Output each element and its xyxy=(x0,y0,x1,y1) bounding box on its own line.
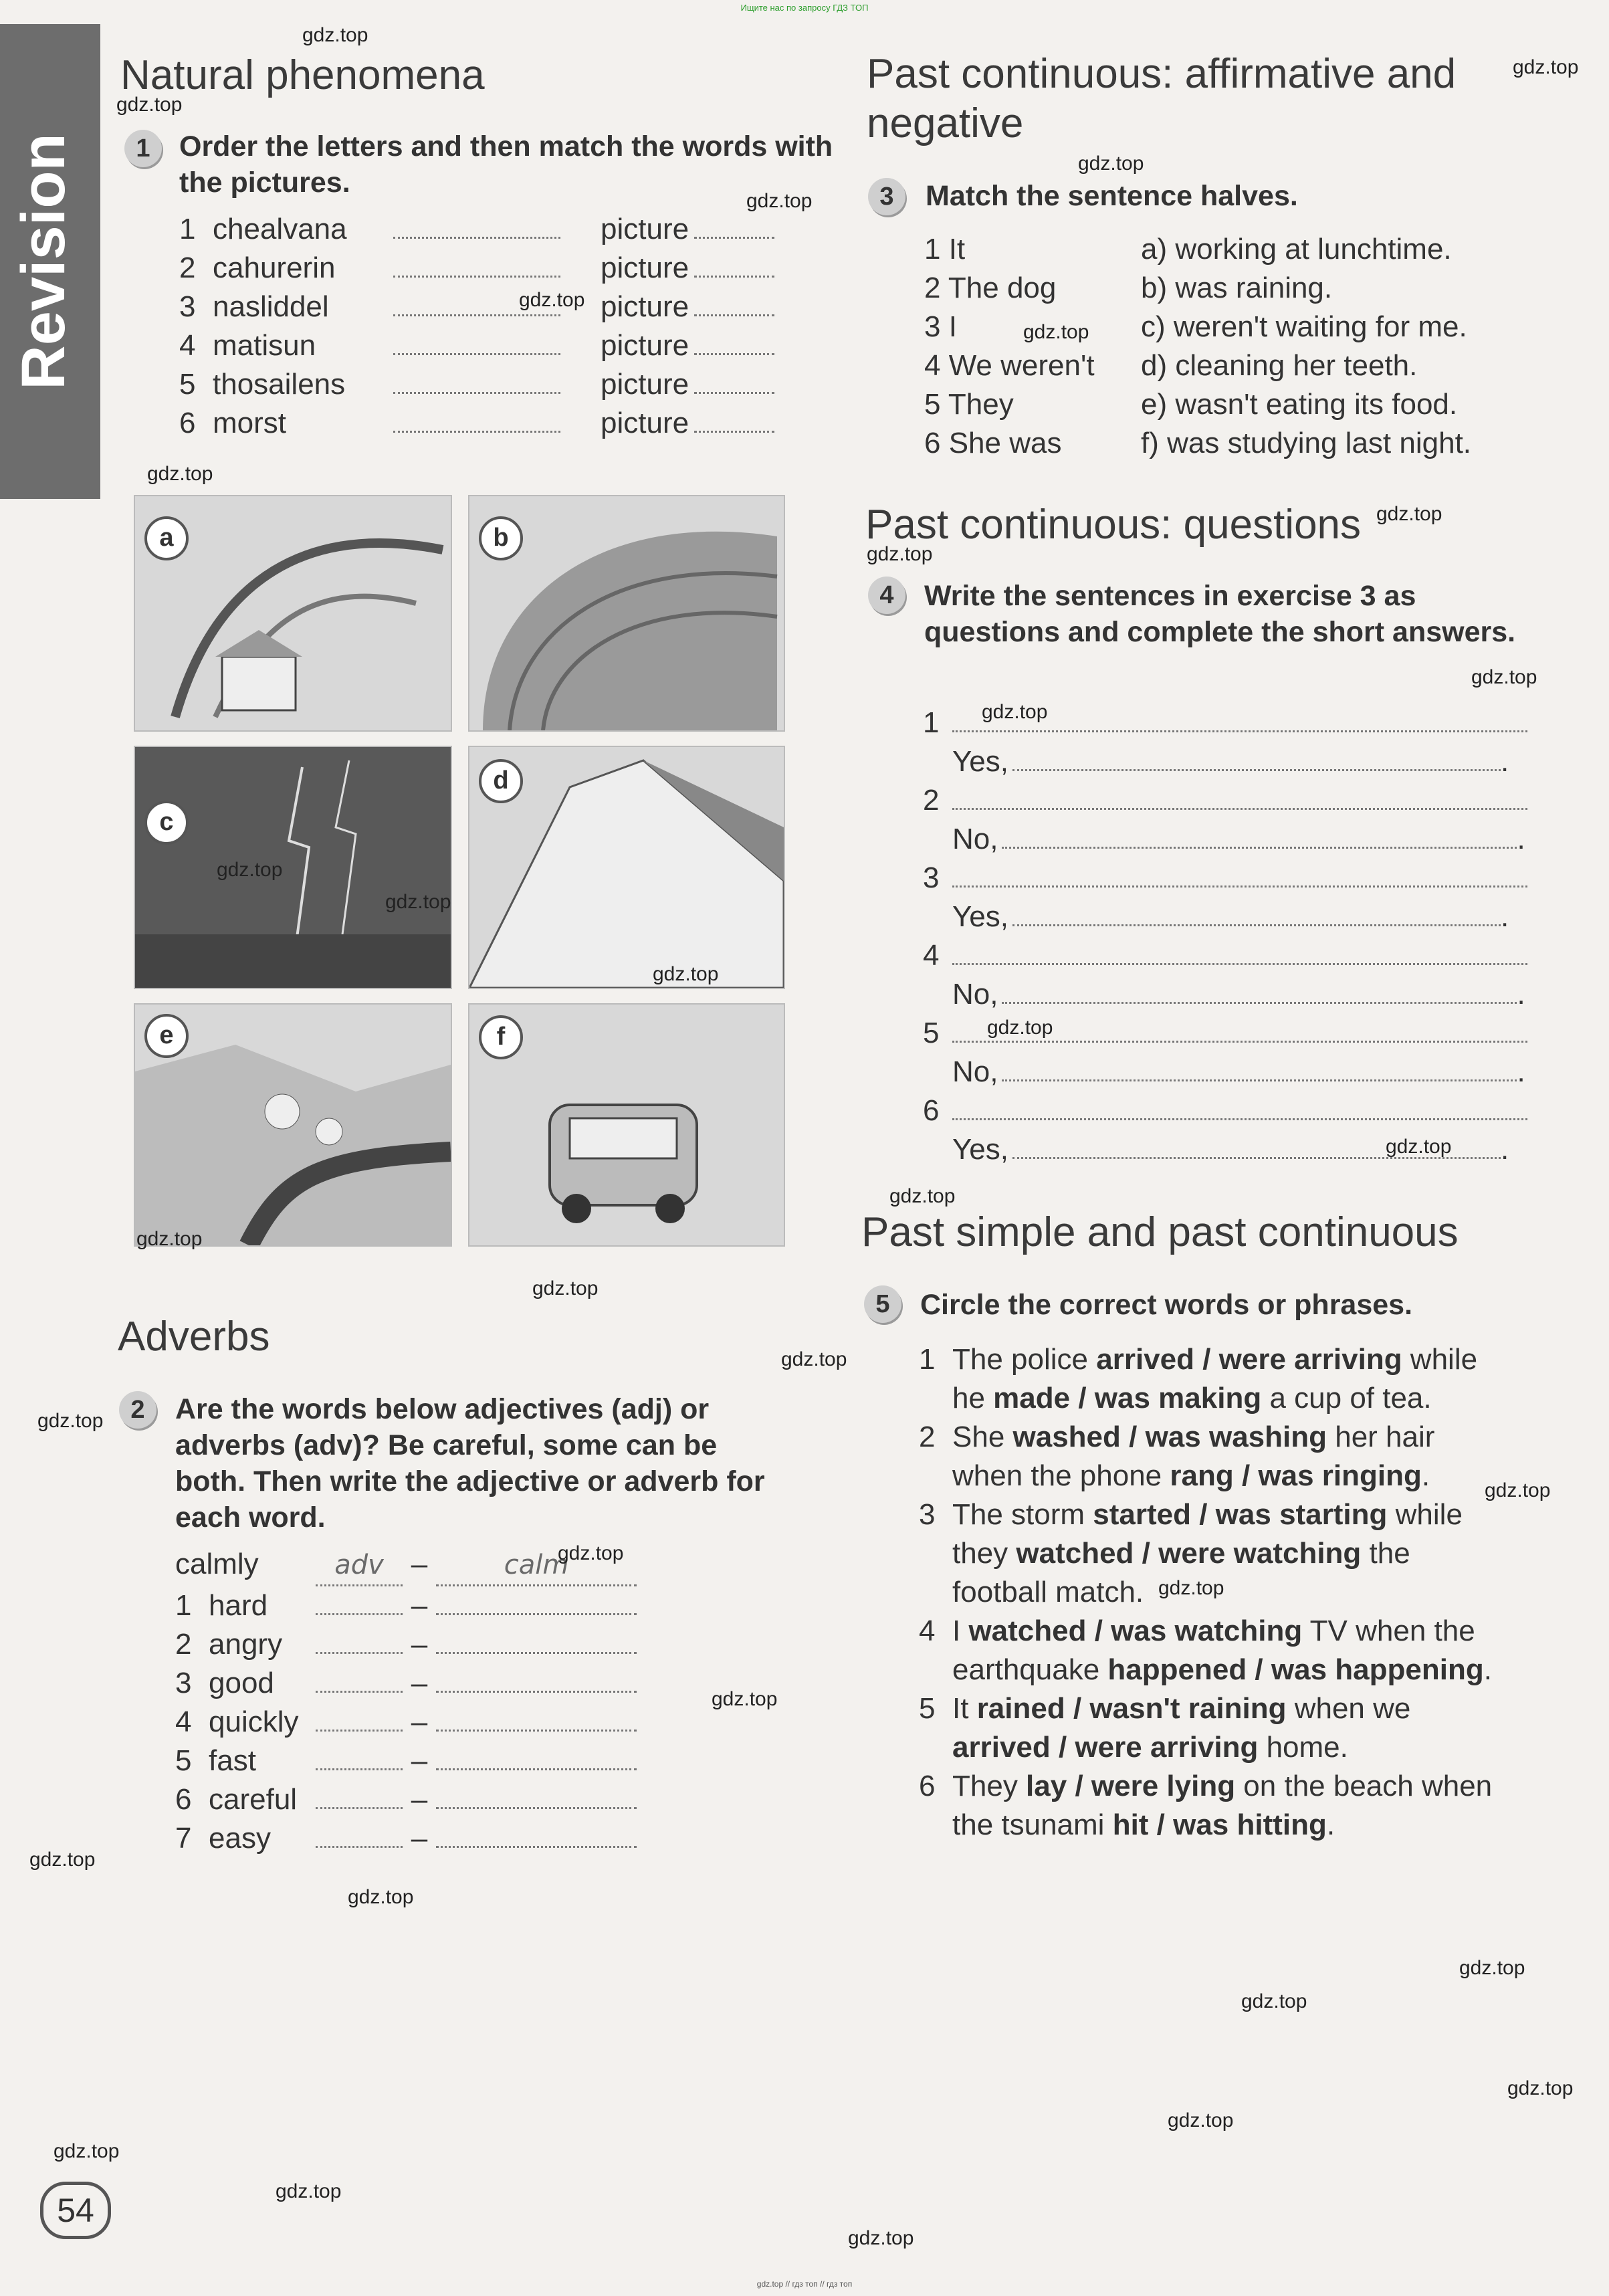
choice-options[interactable]: hit / was hitting xyxy=(1112,1808,1327,1841)
watermark: gdz.top xyxy=(1513,56,1579,78)
question-blank[interactable] xyxy=(952,784,1527,810)
watermark: gdz.top xyxy=(1078,152,1144,175)
sentence-line xyxy=(919,1457,1561,1495)
picture-label: picture xyxy=(601,213,689,245)
answer-blank[interactable] xyxy=(393,407,560,433)
answer-row: No, . xyxy=(952,1055,1525,1088)
short-answer-blank[interactable] xyxy=(1002,1055,1517,1081)
choice-options[interactable]: happened / was happening xyxy=(1107,1653,1484,1686)
item-number: 1 xyxy=(919,1343,936,1376)
sentence-line xyxy=(919,1728,1561,1767)
side-tab-label: Revision xyxy=(9,133,78,390)
watermark: gdz.top xyxy=(348,1886,414,1908)
sentence-line xyxy=(919,1689,1561,1728)
type-blank[interactable] xyxy=(316,1744,403,1770)
exercise-3-instruction: Match the sentence halves. xyxy=(926,180,1298,212)
sentence-line xyxy=(919,1534,1561,1573)
sentence-line xyxy=(919,1806,1561,1845)
item-number: 5 xyxy=(923,1017,940,1049)
word-blank[interactable] xyxy=(436,1783,637,1809)
left-half: 6 She was xyxy=(924,427,1062,459)
exercise-4-instruction: Write the sentences in exercise 3 as questions and complete the short answers. xyxy=(924,580,1516,648)
exercise-1-number: 1 xyxy=(124,130,162,167)
list-item xyxy=(175,1625,683,1664)
left-half: 3 I xyxy=(924,310,957,343)
question-row xyxy=(923,859,1538,898)
dash: – xyxy=(411,1589,428,1622)
watermark: gdz.top xyxy=(37,1410,104,1432)
word-blank[interactable] xyxy=(436,1822,637,1848)
item-number: 1 xyxy=(923,706,940,739)
word: angry xyxy=(209,1628,283,1661)
dash: – xyxy=(411,1822,428,1855)
sentence-line xyxy=(919,1379,1561,1418)
choice-options[interactable]: watched / was watching xyxy=(968,1614,1303,1647)
sentence-text: . xyxy=(1326,1808,1335,1841)
list-item xyxy=(175,1780,683,1819)
left-half: 5 They xyxy=(924,388,1014,421)
picture-label-f: f xyxy=(479,1015,523,1059)
exercise-5-list xyxy=(919,1340,1561,1845)
picture-blank[interactable] xyxy=(694,407,774,433)
dash: – xyxy=(411,1667,428,1699)
sentence-text: a cup of tea. xyxy=(1261,1382,1432,1415)
short-answer-blank[interactable] xyxy=(1002,823,1517,849)
item-number: 3 xyxy=(179,290,196,323)
picture-a-hurricane xyxy=(134,495,452,732)
item-number: 3 xyxy=(175,1667,192,1699)
item-number: 5 xyxy=(175,1744,192,1777)
picture-label: picture xyxy=(601,329,689,362)
sentence-text: She xyxy=(952,1421,1013,1453)
list-item xyxy=(175,1703,683,1742)
picture-d-avalanche xyxy=(468,746,785,989)
sentence-line xyxy=(919,1340,1561,1379)
scrambled-word: morst xyxy=(213,407,286,439)
sentence-line xyxy=(919,1573,1561,1612)
watermark: gdz.top xyxy=(147,463,213,485)
watermark: gdz.top xyxy=(1386,1136,1452,1158)
past-continuous-affirmative-title xyxy=(867,49,1579,148)
example-type-answer: adv xyxy=(316,1546,403,1586)
item-number: 5 xyxy=(179,368,196,401)
word: careful xyxy=(209,1783,298,1816)
question-row xyxy=(923,1091,1538,1130)
choice-options[interactable]: lay / were lying xyxy=(1026,1770,1236,1802)
choice-options[interactable]: watched / were watching xyxy=(1016,1537,1362,1570)
title-line-2: negative xyxy=(867,100,1024,146)
scrambled-word: chealvana xyxy=(213,213,347,245)
choice-options[interactable]: arrived / were arriving xyxy=(952,1731,1259,1764)
left-half: 2 The dog xyxy=(924,272,1057,304)
watermark: gdz.top xyxy=(1485,1479,1551,1501)
answer-row: No, . xyxy=(952,978,1525,1011)
item-number: 1 xyxy=(175,1589,192,1622)
item-number: 3 xyxy=(923,861,940,894)
sentence-line xyxy=(919,1651,1561,1689)
picture-blank[interactable] xyxy=(694,329,774,355)
answer-blank[interactable] xyxy=(393,213,560,239)
dash: – xyxy=(411,1628,428,1661)
picture-blank[interactable] xyxy=(694,251,774,278)
watermark: gdz.top xyxy=(1376,503,1442,525)
watermark: gdz.top xyxy=(53,2140,120,2162)
sentence-text: the tsunami xyxy=(952,1808,1113,1841)
type-blank[interactable] xyxy=(316,1589,403,1615)
list-item xyxy=(175,1586,683,1625)
exercise-5-instruction: Circle the correct words or phrases. xyxy=(920,1289,1413,1321)
sentence-text: football match. xyxy=(952,1576,1144,1608)
picture-blank[interactable] xyxy=(694,368,774,394)
word: fast xyxy=(209,1744,256,1777)
picture-label-e: e xyxy=(144,1014,189,1058)
list-item xyxy=(175,1819,683,1858)
short-answer-start: Yes, xyxy=(952,900,1009,933)
choice-options[interactable]: arrived / were arriving xyxy=(1096,1343,1402,1376)
sentence-text: . xyxy=(1483,1653,1492,1686)
question-blank[interactable] xyxy=(952,861,1527,888)
watermark: gdz.top xyxy=(1459,1957,1525,1979)
sentence-line xyxy=(919,1418,1561,1457)
exercise-3-number: 3 xyxy=(868,178,905,215)
item-number: 2 xyxy=(923,784,940,817)
scrambled-word: thosailens xyxy=(213,368,346,401)
sentence-text: when we xyxy=(1286,1692,1411,1725)
word-blank[interactable] xyxy=(436,1628,637,1654)
watermark: gdz.top xyxy=(1168,2109,1234,2131)
watermark: gdz.top xyxy=(987,1017,1053,1039)
question-blank[interactable] xyxy=(952,939,1527,965)
item-number: 6 xyxy=(919,1770,936,1802)
right-half: b) was raining. xyxy=(1141,272,1333,304)
picture-blank[interactable] xyxy=(694,290,774,316)
picture-c-storm xyxy=(134,746,452,989)
watermark: gdz.top xyxy=(1471,666,1537,688)
picture-label-b: b xyxy=(479,516,523,560)
sentence-text: The police xyxy=(952,1343,1097,1376)
header-search-link[interactable]: Ищите нас по запросу ГДЗ ТОП xyxy=(740,3,869,13)
watermark: gdz.top xyxy=(385,891,451,913)
sentence-text: when the phone xyxy=(952,1459,1170,1492)
watermark: gdz.top xyxy=(276,2180,342,2202)
short-answer-start: Yes, xyxy=(952,745,1009,778)
dash: – xyxy=(411,1744,428,1777)
exercise-1-list xyxy=(179,210,794,443)
watermark: gdz.top xyxy=(29,1849,96,1871)
dash: – xyxy=(411,1705,428,1738)
example-word-answer: calm xyxy=(436,1546,637,1586)
type-blank[interactable] xyxy=(316,1822,403,1848)
dash: – xyxy=(411,1783,428,1816)
picture-e-landslide xyxy=(134,1003,452,1247)
exercise-3-right-halves xyxy=(1141,230,1582,463)
sentence-text: home. xyxy=(1258,1731,1348,1764)
watermark: gdz.top xyxy=(848,2227,914,2249)
scrambled-word: cahurerin xyxy=(213,251,336,284)
picture-f-sandstorm xyxy=(468,1003,785,1247)
list-item xyxy=(179,404,794,443)
dash: – xyxy=(411,1548,428,1580)
answer-row: Yes, . xyxy=(952,745,1509,778)
watermark: gdz.top xyxy=(1023,321,1089,343)
sentence-text: while xyxy=(1402,1343,1478,1376)
watermark: gdz.top xyxy=(712,1688,778,1710)
item-number: 7 xyxy=(175,1822,192,1855)
type-blank[interactable] xyxy=(316,1705,403,1732)
answer-blank[interactable] xyxy=(393,251,560,278)
list-item xyxy=(175,1664,683,1703)
revision-side-tab xyxy=(0,24,100,499)
sentence-line xyxy=(919,1495,1561,1534)
exercise-4-list xyxy=(923,704,1538,1169)
picture-label-d: d xyxy=(479,759,523,803)
short-answer-blank[interactable] xyxy=(1012,745,1501,771)
title-line-1: Past continuous: affirmative and xyxy=(867,51,1457,97)
watermark: gdz.top xyxy=(136,1228,203,1250)
sentence-line xyxy=(919,1612,1561,1651)
picture-blank[interactable] xyxy=(694,213,774,239)
choice-options[interactable]: rang / was ringing xyxy=(1170,1459,1422,1492)
picture-label-a: a xyxy=(144,516,189,560)
word: easy xyxy=(209,1822,271,1855)
sentence-text: they xyxy=(952,1537,1016,1570)
sentence-line xyxy=(919,1767,1561,1806)
page-number: 54 xyxy=(40,2182,111,2239)
scrambled-word: nasliddel xyxy=(213,290,329,323)
sentence-text: The storm xyxy=(952,1498,1093,1531)
list-item xyxy=(179,326,794,365)
picture-label: picture xyxy=(601,368,689,401)
item-number: 1 xyxy=(179,213,196,245)
short-answer-start: No, xyxy=(952,1055,998,1088)
right-half: d) cleaning her teeth. xyxy=(1141,349,1418,382)
item-number: 6 xyxy=(923,1094,940,1127)
item-number: 2 xyxy=(919,1421,936,1453)
item-number: 2 xyxy=(179,251,196,284)
short-answer-start: No, xyxy=(952,978,998,1011)
adverbs-title: Adverbs xyxy=(118,1314,270,1360)
exercise-4-number: 4 xyxy=(868,577,905,614)
choice-options[interactable]: rained / wasn't raining xyxy=(976,1692,1287,1725)
type-blank[interactable] xyxy=(316,1667,403,1693)
watermark: gdz.top xyxy=(116,94,183,116)
picture-label: picture xyxy=(601,251,689,284)
item-number: 4 xyxy=(179,329,196,362)
sentence-text: I xyxy=(952,1614,969,1647)
list-item xyxy=(179,249,794,288)
choice-options[interactable]: washed / was washing xyxy=(1012,1421,1327,1453)
right-half: a) working at lunchtime. xyxy=(1141,233,1452,266)
left-half: 1 It xyxy=(924,233,966,266)
short-answer-blank[interactable] xyxy=(1012,900,1501,926)
right-half: f) was studying last night. xyxy=(1141,427,1472,459)
exercise-2-list xyxy=(175,1545,683,1858)
exercise-2-number: 2 xyxy=(119,1391,156,1429)
natural-phenomena-title: Natural phenomena xyxy=(120,52,485,98)
sentence-text: TV when the xyxy=(1302,1614,1475,1647)
sentence-text: he xyxy=(952,1382,994,1415)
sentence-text: . xyxy=(1421,1459,1430,1492)
watermark: gdz.top xyxy=(217,859,283,881)
scrambled-word: matisun xyxy=(213,329,316,362)
item-number: 4 xyxy=(923,939,940,972)
answer-row: Yes, . xyxy=(952,900,1509,933)
type-blank[interactable] xyxy=(316,1628,403,1654)
list-item xyxy=(179,210,794,249)
list-item xyxy=(179,365,794,404)
list-item xyxy=(175,1742,683,1780)
exercise-3-left-halves xyxy=(924,230,1145,463)
sentence-text: the xyxy=(1361,1537,1410,1570)
picture-label-c: c xyxy=(144,801,189,845)
question-row xyxy=(923,936,1538,975)
answer-blank[interactable] xyxy=(393,329,560,355)
watermark: gdz.top xyxy=(558,1542,624,1564)
type-blank[interactable] xyxy=(316,1783,403,1809)
short-answer-start: No, xyxy=(952,823,998,855)
answer-row: Yes, . xyxy=(952,1133,1509,1166)
past-continuous-questions-title: Past continuous: questions xyxy=(865,502,1362,548)
item-number: 6 xyxy=(175,1783,192,1816)
footer-links[interactable]: gdz.top // гдз топ // гдз топ xyxy=(756,2279,853,2289)
word-blank[interactable] xyxy=(436,1589,637,1615)
sentence-text: earthquake xyxy=(952,1653,1108,1686)
word-blank[interactable] xyxy=(436,1667,637,1693)
sentence-text: her hair xyxy=(1327,1421,1435,1453)
word: hard xyxy=(209,1589,268,1622)
watermark: gdz.top xyxy=(1241,1990,1307,2012)
watermark: gdz.top xyxy=(889,1185,956,1207)
picture-label: picture xyxy=(601,290,689,323)
example-word: calmly xyxy=(175,1548,259,1580)
short-answer-blank[interactable] xyxy=(1002,978,1517,1004)
watermark: gdz.top xyxy=(532,1277,599,1299)
choice-options[interactable]: started / was starting xyxy=(1093,1498,1388,1531)
item-number: 2 xyxy=(175,1628,192,1661)
watermark: gdz.top xyxy=(519,289,585,311)
right-half: e) wasn't eating its food. xyxy=(1141,388,1458,421)
word-blank[interactable] xyxy=(436,1705,637,1732)
watermark: gdz.top xyxy=(1158,1577,1224,1599)
word: quickly xyxy=(209,1705,299,1738)
sentence-text: It xyxy=(952,1692,977,1725)
past-simple-continuous-title: Past simple and past continuous xyxy=(861,1209,1459,1255)
question-blank[interactable] xyxy=(952,1094,1527,1120)
list-item xyxy=(179,288,794,326)
storm-illustration xyxy=(135,747,451,988)
sentence-text: on the beach when xyxy=(1235,1770,1493,1802)
watermark: gdz.top xyxy=(746,190,813,212)
watermark: gdz.top xyxy=(781,1348,847,1370)
item-number: 3 xyxy=(919,1498,936,1531)
item-number: 5 xyxy=(919,1692,936,1725)
watermark: gdz.top xyxy=(302,24,368,46)
right-half: c) weren't waiting for me. xyxy=(1141,310,1467,343)
question-row xyxy=(923,781,1538,820)
choice-options[interactable]: made / was making xyxy=(993,1382,1262,1415)
sentence-text: They xyxy=(952,1770,1027,1802)
watermark: gdz.top xyxy=(982,701,1048,723)
short-answer-start: Yes, xyxy=(952,1133,1009,1166)
watermark: gdz.top xyxy=(1507,2077,1574,2099)
answer-row: No, . xyxy=(952,823,1525,855)
watermark: gdz.top xyxy=(867,543,933,565)
left-half: 4 We weren't xyxy=(924,349,1095,382)
word: good xyxy=(209,1667,274,1699)
item-number: 6 xyxy=(179,407,196,439)
item-number: 4 xyxy=(175,1705,192,1738)
exercise-2-instruction: Are the words below adjectives (adj) or adverbs (adv)? Be careful, some can be both. Then write the adjective or adverb for each word. xyxy=(175,1393,765,1534)
watermark: gdz.top xyxy=(653,963,719,985)
exercise-5-number: 5 xyxy=(864,1285,901,1323)
exercise-1-instruction: Order the letters and then match the words with the pictures. xyxy=(179,130,833,199)
picture-b-tsunami xyxy=(468,495,785,732)
picture-label: picture xyxy=(601,407,689,439)
item-number: 4 xyxy=(919,1614,936,1647)
sentence-text: while xyxy=(1387,1498,1463,1531)
word-blank[interactable] xyxy=(436,1744,637,1770)
answer-blank[interactable] xyxy=(393,368,560,394)
